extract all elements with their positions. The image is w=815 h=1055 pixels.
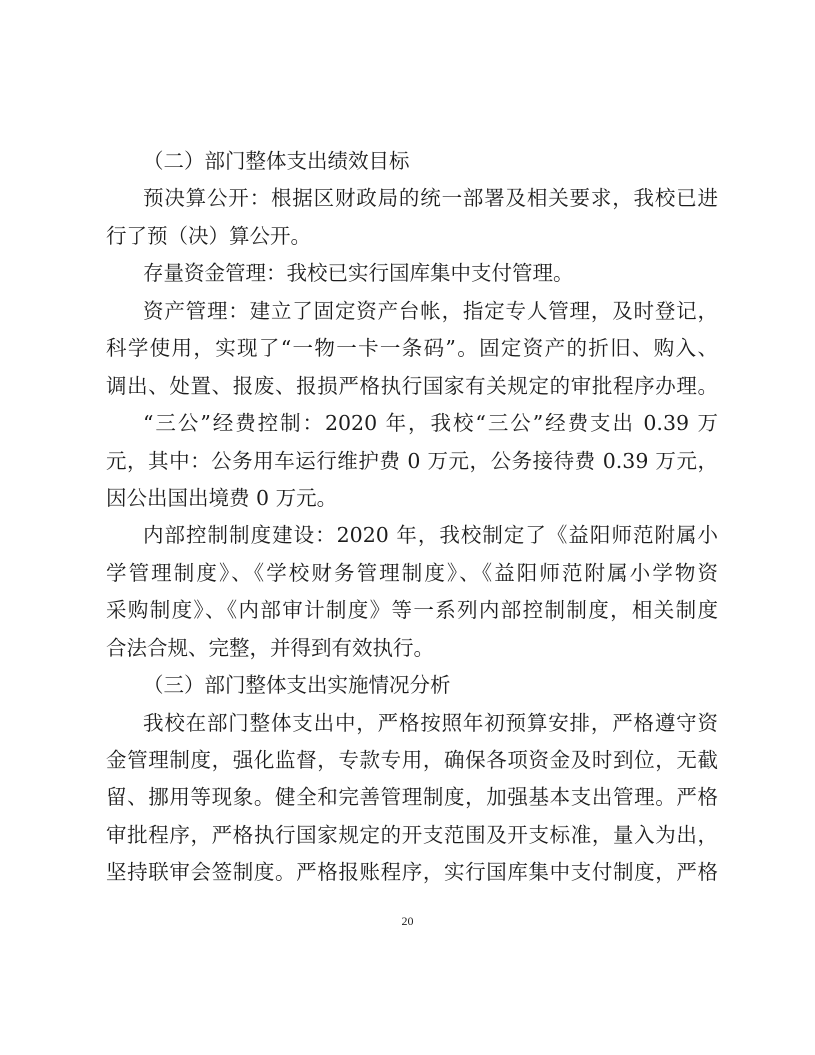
heading-line: （三）部门整体支出实施情况分析 [143, 673, 451, 698]
body-line: 科学使用，实现了“一物一卡一条码”。固定资产的折旧、购入、 [106, 336, 718, 361]
body-text [106, 143, 718, 892]
paragraph [106, 255, 718, 292]
body-line: 行了预（决）算公开。 [106, 223, 311, 248]
body-line: 资产管理：建立了固定资产台帐，指定专人管理，及时登记， [143, 298, 718, 323]
paragraph [106, 405, 718, 517]
section-heading [106, 667, 718, 704]
paragraph [106, 705, 718, 892]
body-line: 元，其中：公务用车运行维护费 0 万元，公务接待费 0.39 万元， [106, 448, 718, 473]
body-line: 预决算公开：根据区财政局的统一部署及相关要求，我校已进 [143, 186, 718, 211]
body-line: 坚持联审会签制度。严格报账程序，实行国库集中支付制度，严格 [106, 860, 718, 885]
body-line: “三公”经费控制：2020 年，我校“三公”经费支出 0.39 万 [143, 411, 718, 436]
paragraph [106, 293, 718, 405]
body-line: 审批程序，严格执行国家规定的开支范围及开支标准，量入为出， [106, 822, 718, 847]
body-line: 因公出国出境费 0 万元。 [106, 485, 338, 510]
body-line: 存量资金管理：我校已实行国库集中支付管理。 [143, 261, 574, 286]
paragraph [106, 517, 718, 667]
paragraph [106, 180, 718, 255]
body-line: 采购制度》、《内部审计制度》等一系列内部控制制度，相关制度 [106, 598, 718, 623]
body-line: 学管理制度》、《学校财务管理制度》、《益阳师范附属小学物资 [106, 560, 718, 585]
body-line: 调出、处置、报废、报损严格执行国家有关规定的审批程序办理。 [106, 373, 718, 398]
body-line: 金管理制度，强化监督，专款专用，确保各项资金及时到位，无截 [106, 748, 718, 772]
heading-line: （二）部门整体支出绩效目标 [143, 149, 410, 173]
body-line: 我校在部门整体支出中，严格按照年初预算安排，严格遵守资 [143, 710, 718, 735]
body-line: 合法合规、完整，并得到有效执行。 [106, 635, 434, 660]
body-line: 留、挪用等现象。健全和完善管理制度，加强基本支出管理。严格 [106, 785, 718, 810]
section-heading [106, 143, 718, 180]
body-line: 内部控制制度建设：2020 年，我校制定了《益阳师范附属小 [143, 523, 718, 548]
page-number: 20 [401, 914, 414, 928]
